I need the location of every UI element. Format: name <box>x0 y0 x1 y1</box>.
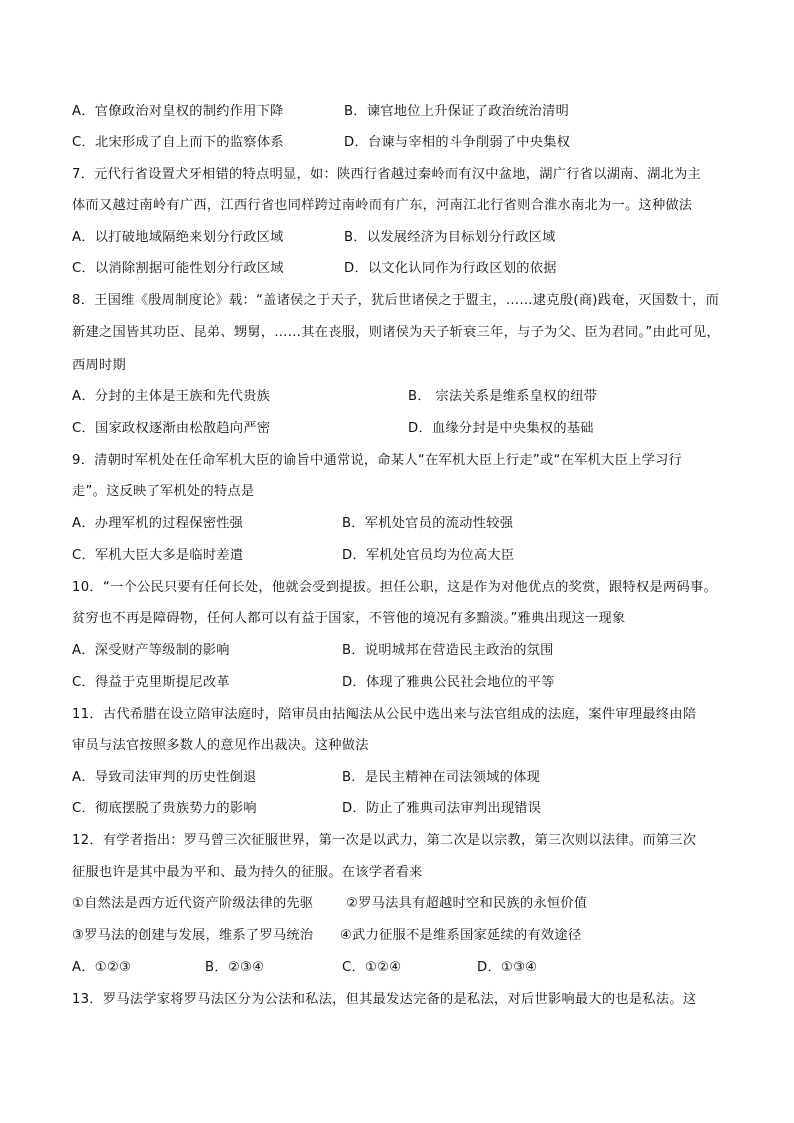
question-11-stem-line: 11．古代希腊在设立陪审法庭时，陪审员由拈阄法从公民中选出来与法官组成的法庭，案件审理最终由陪 <box>72 707 697 722</box>
statement-4: ④武力征服不是维系国家延续的有效途径 <box>340 928 582 943</box>
option-b: B．军机处官员的流动性较强 <box>342 516 514 531</box>
option-c: C．以消除割据可能性划分行政区域 <box>72 261 284 276</box>
option-d: D．防止了雅典司法审判出现错误 <box>342 801 542 816</box>
option-d: D．台谏与宰相的斗争削弱了中央集权 <box>344 135 571 150</box>
option-d: D．体现了雅典公民社会地位的平等 <box>342 675 555 690</box>
question-9-stem-line: 9．清朝时军机处在任命军机大臣的谕旨中通常说，命某人“在军机大臣上行走”或“在军机大臣上学习行 <box>72 453 683 468</box>
option-a: A．导致司法审判的历史性倒退 <box>72 770 257 785</box>
option-c: C．彻底摆脱了贵族势力的影响 <box>72 801 257 816</box>
question-7-stem-line: 体而又越过南岭有广西，江西行省也同样跨过南岭而有广东，河南江北行省则合淮水南北为一。这种做法 <box>72 198 693 213</box>
question-8-stem-line: 8．王国维《殷周制度论》载：“盖诸侯之于天子，犹后世诸侯之于盟主，……逮克殷(商)践奄，灭国数十，而 <box>72 293 720 308</box>
question-11-stem-line: 审员与法官按照多数人的意见作出裁决。这种做法 <box>72 738 369 753</box>
option-d: D．①③④ <box>477 960 538 975</box>
option-b: B．以发展经济为目标划分行政区域 <box>344 230 556 245</box>
option-a: A．深受财产等级制的影响 <box>72 643 230 658</box>
question-12-stem-line: 征服也许是其中最为平和、最为持久的征服。在该学者看来 <box>72 865 423 880</box>
statement-3: ③罗马法的创建与发展，维系了罗马统治 <box>72 928 314 943</box>
option-b: B．是民主精神在司法领域的体现 <box>342 770 541 785</box>
question-9-stem-line: 走”。这反映了军机处的特点是 <box>72 484 255 499</box>
statement-1: ①自然法是西方近代资产阶级法律的先驱 <box>72 896 314 911</box>
statement-2: ②罗马法具有超越时空和民族的永恒价值 <box>346 896 588 911</box>
option-c: C．①②④ <box>342 960 402 975</box>
question-8-stem-line: 新建之国皆其功臣、昆弟、甥舅，……其在丧服，则诸侯为天子斩衰三年，与子为父、臣为君同。”由此可见， <box>72 325 720 340</box>
option-c: C．得益于克里斯提尼改革 <box>72 675 230 690</box>
option-b: B． 宗法关系是维系皇权的纽带 <box>408 389 598 404</box>
question-7-stem-line: 7．元代行省设置犬牙相错的特点明显，如：陕西行省越过秦岭而有汉中盆地，湖广行省以湖南、湖北为主 <box>72 167 702 182</box>
option-a: A．办理军机的过程保密性强 <box>72 516 244 531</box>
option-a: A．①②③ <box>72 960 132 975</box>
option-c: C．军机大臣大多是临时差遣 <box>72 548 244 563</box>
question-10-stem-line: 贫穷也不再是障碍物，任何人都可以有益于国家，不管他的境况有多黯淡。”雅典出现这一现象 <box>72 611 626 626</box>
option-c: C．国家政权逐渐由松散趋向严密 <box>72 421 271 436</box>
question-13-stem-line: 13．罗马法学家将罗马法区分为公法和私法，但其最发达完备的是私法，对后世影响最大的也是私法。这 <box>72 992 697 1007</box>
option-a: A．以打破地域隔绝来划分行政区域 <box>72 230 284 245</box>
option-a: A．官僚政治对皇权的制约作用下降 <box>72 104 284 119</box>
question-12-stem-line: 12．有学者指出：罗马曾三次征服世界，第一次是以武力，第二次是以宗教，第三次则以法律。而第三次 <box>72 833 697 848</box>
option-b: B．说明城邦在营造民主政治的氛围 <box>342 643 554 658</box>
option-c: C．北宋形成了自上而下的监察体系 <box>72 135 284 150</box>
option-b: B．②③④ <box>205 960 265 975</box>
option-d: D．以文化认同作为行政区划的依据 <box>344 261 557 276</box>
option-a: A．分封的主体是王族和先代贵族 <box>72 389 271 404</box>
option-b: B．谏官地位上升保证了政治统治清明 <box>344 104 570 119</box>
question-10-stem-line: 10．“一个公民只要有任何长处，他就会受到提拔。担任公职，这是作为对他优点的奖赏，跟特权是两码事。 <box>72 580 717 595</box>
question-8-stem-line: 西周时期 <box>72 358 126 373</box>
option-d: D．血缘分封是中央集权的基础 <box>408 421 594 436</box>
option-d: D．军机处官员均为位高大臣 <box>342 548 515 563</box>
